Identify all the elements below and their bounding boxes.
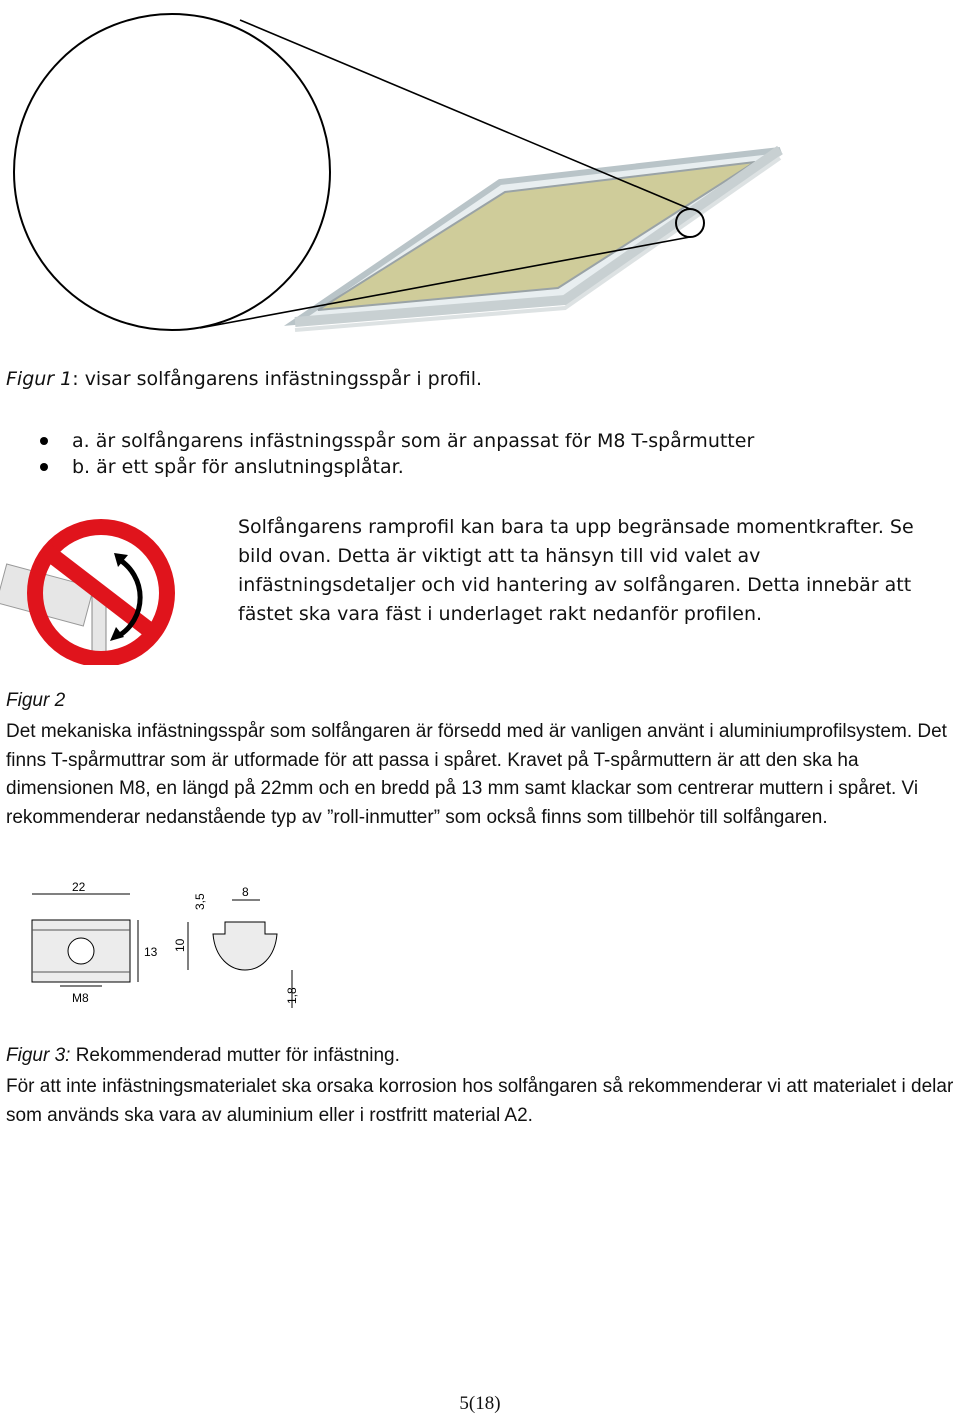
collector-panel bbox=[295, 150, 780, 330]
dim-bottom: 1,8 bbox=[285, 987, 299, 1004]
nut-technical-drawing bbox=[20, 878, 320, 1018]
warning-text: Solfångarens ramprofil kan bara ta upp begränsade momentkrafter. Se bild ovan. Detta är viktigt att ta hänsyn till vid valet av infästningsdetaljer och vid hantering av solfångaren. Detta innebär att fästet ska vara fäst i underlaget rakt nedanför profilen. bbox=[238, 516, 914, 625]
list-item bbox=[40, 428, 754, 454]
dim-thread: M8 bbox=[72, 991, 89, 1005]
figure-3-paragraph: För att inte infästningsmaterialet ska orsaka korrosion hos solfångaren så rekommenderar vi att materialet i delar som används ska vara av aluminium eller i rostfritt material A2. bbox=[6, 1076, 954, 1126]
figure-1-illustration bbox=[0, 0, 960, 345]
prohibition-icon bbox=[0, 515, 200, 665]
figure-3-caption bbox=[6, 1045, 400, 1067]
list-item bbox=[40, 454, 754, 480]
dim-width: 13 bbox=[144, 945, 158, 959]
dim-top: 3,5 bbox=[193, 893, 207, 910]
page-number: 5(18) bbox=[459, 1393, 501, 1414]
figure-2-caption: Figur 2 bbox=[6, 690, 66, 711]
dim-height: 10 bbox=[173, 938, 187, 952]
dim-length: 22 bbox=[72, 880, 86, 894]
bullet-list bbox=[40, 428, 754, 480]
figure-1-caption bbox=[6, 368, 482, 390]
figure-1-text: : visar solfångarens infästningsspår i profil. bbox=[72, 368, 483, 390]
figure-3-label: Figur 3: bbox=[6, 1045, 71, 1066]
magnifier-circle bbox=[14, 14, 330, 330]
dim-head: 8 bbox=[242, 885, 249, 899]
figure-1-label: Figur 1 bbox=[6, 368, 73, 390]
figure-2-paragraph: Det mekaniska infästningsspår som solfångaren är försedd med är vanligen använt i aluminiumprofilsystem. Det finns T-spårmuttrar som är utformade för att passa i spåret. Kravet på T-spårmuttern är att den ska ha dimensionen M8, en längd på 22mm och en bredd på 13 mm samt klackar som centrerar muttern i spåret. Vi rekommenderar nedanstående typ av ”roll-inmutter” som också finns som tillbehör till solfångaren. bbox=[6, 721, 947, 828]
bullet-icon bbox=[40, 437, 48, 445]
list-item-text: a. är solfångarens infästningsspår som är anpassat för M8 T-spårmutter bbox=[72, 430, 755, 452]
bullet-icon bbox=[40, 463, 48, 471]
list-item-text: b. är ett spår för anslutningsplåtar. bbox=[72, 456, 404, 478]
figure-3-text: Rekommenderad mutter för infästning. bbox=[70, 1045, 400, 1066]
